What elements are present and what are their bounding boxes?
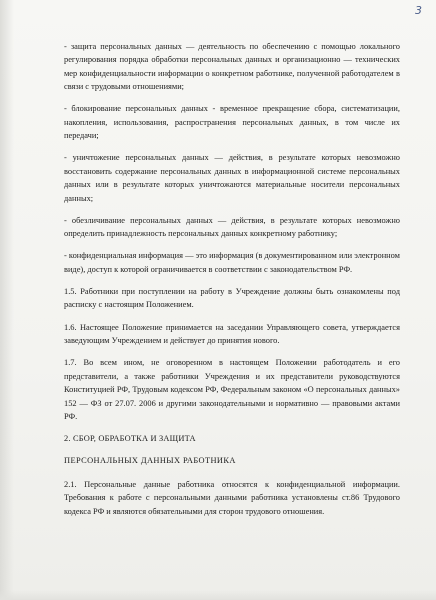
definition-data-protection: - защита персональных данных — деятельность по обеспечению с помощью локального регулирования порядка обработки персональных данных и организационно — технических мер конфиденциальности информации о конкретном работнике, полученной работодателем в связи с трудовыми отношениями;	[64, 42, 400, 92]
section-heading: 2. СБОР, ОБРАБОТКА И ЗАЩИТА	[64, 434, 196, 444]
clause-1-6: 1.6. Настоящее Положение принимается на заседании Управляющего совета, утверждается заведующим Учреждением и действует до принятия нового.	[64, 322, 400, 346]
clause-2-1: 2.1. Персональные данные работника относятся к конфиденциальной информации. Требования к работе с персональными данными работника установлены ст.86 Трудового кодекса РФ и являются обязательными для сторон трудового отношения.	[64, 479, 400, 516]
section-subheading: ПЕРСОНАЛЬНЫХ ДАННЫХ РАБОТНИКА	[64, 456, 236, 466]
clause-1-5: 1.5. Работники при поступлении на работу в Учреждение должны быть ознакомлены под расписку с настоящим Положением.	[64, 287, 400, 310]
scan-bottom-shadow	[0, 590, 436, 600]
definition-confidential-info: - конфиденциальная информация — это информация (в документированном или электронном виде), доступ к которой ограничивается в соответствии с законодательством РФ.	[64, 251, 400, 274]
definition-blocking: - блокирование персональных данных - временное прекращение сбора, систематизации, накопления, использования, распространения персональных данных, в том числе их передачи;	[64, 104, 400, 141]
clause-1-7: 1.7. Во всем ином, не оговоренном в настоящем Положении работодатель и его представители, а также работники Учреждения и их представители руководствуются Конституцией РФ, Трудовым кодексом РФ, Федеральным законом «О персональных данных» 152 — ФЗ от 27.07. 2006 и другими законодательными и нормативно — правовыми актами РФ.	[64, 358, 400, 421]
scan-edge-shadow	[0, 0, 14, 600]
definition-depersonalization: - обезличивание персональных данных — действия, в результате которых невозможно определить принадлежность персональных данных конкретному работнику;	[64, 215, 400, 239]
page-number: 3	[415, 4, 422, 17]
definition-destruction: - уничтожение персональных данных — действия, в результате которых невозможно восстановить содержание персональных данных в информационной системе персональных данных или в результате которых уничтожаются материальные носители персональных данных;	[64, 153, 400, 203]
document-body	[64, 40, 400, 527]
